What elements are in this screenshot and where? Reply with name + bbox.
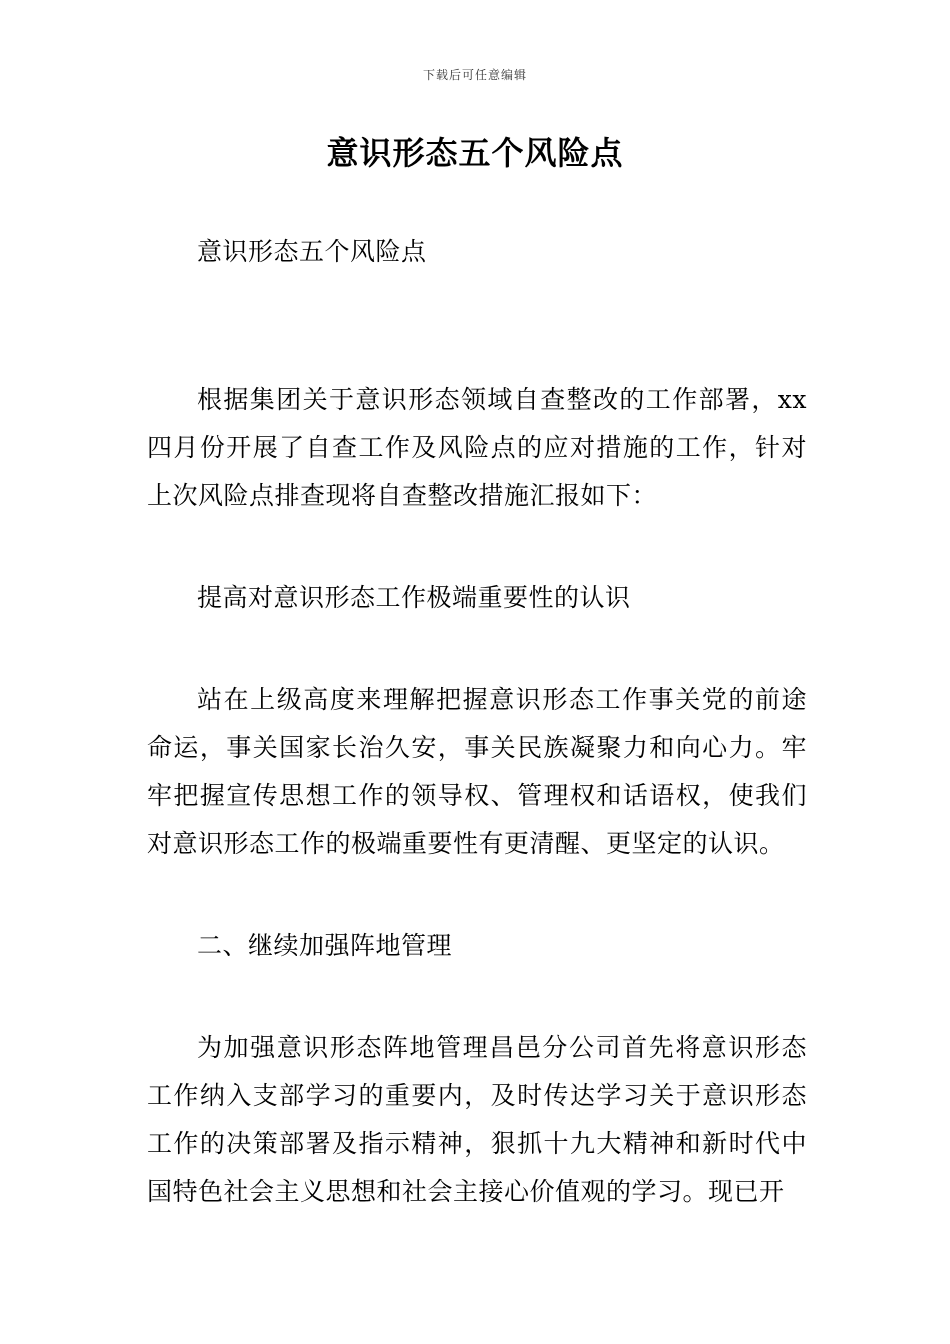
document-body	[147, 228, 807, 1216]
subtitle-paragraph: 意识形态五个风险点	[197, 237, 427, 266]
section-heading-2: 二、继续加强阵地管理	[197, 931, 453, 960]
body-paragraph-2: 为加强意识形态阵地管理昌邑分公司首先将意识形态工作纳入支部学习的重要内，及时传达学习关于意识形态工作的决策部署及指示精神，狠抓十九大精神和新时代中国特色社会主义思想和社会主接心价值观的学习。现已开	[147, 1033, 807, 1206]
document-title: 意识形态五个风险点	[326, 134, 624, 172]
header-note: 下载后可任意编辑	[422, 68, 527, 82]
section-heading-1: 提高对意识形态工作极端重要性的认识	[197, 583, 631, 612]
intro-paragraph: 根据集团关于意识形态领域自查整改的工作部署，xx四月份开展了自查工作及风险点的应对措施的工作，针对上次风险点排查现将自查整改措施汇报如下：	[147, 385, 807, 510]
body-paragraph-1: 站在上级高度来理解把握意识形态工作事关党的前途命运，事关国家长治久安，事关民族凝聚力和向心力。牢牢把握宣传思想工作的领导权、管理权和话语权，使我们对意识形态工作的极端重要性有更清醒、更坚定的认识。	[147, 685, 807, 858]
